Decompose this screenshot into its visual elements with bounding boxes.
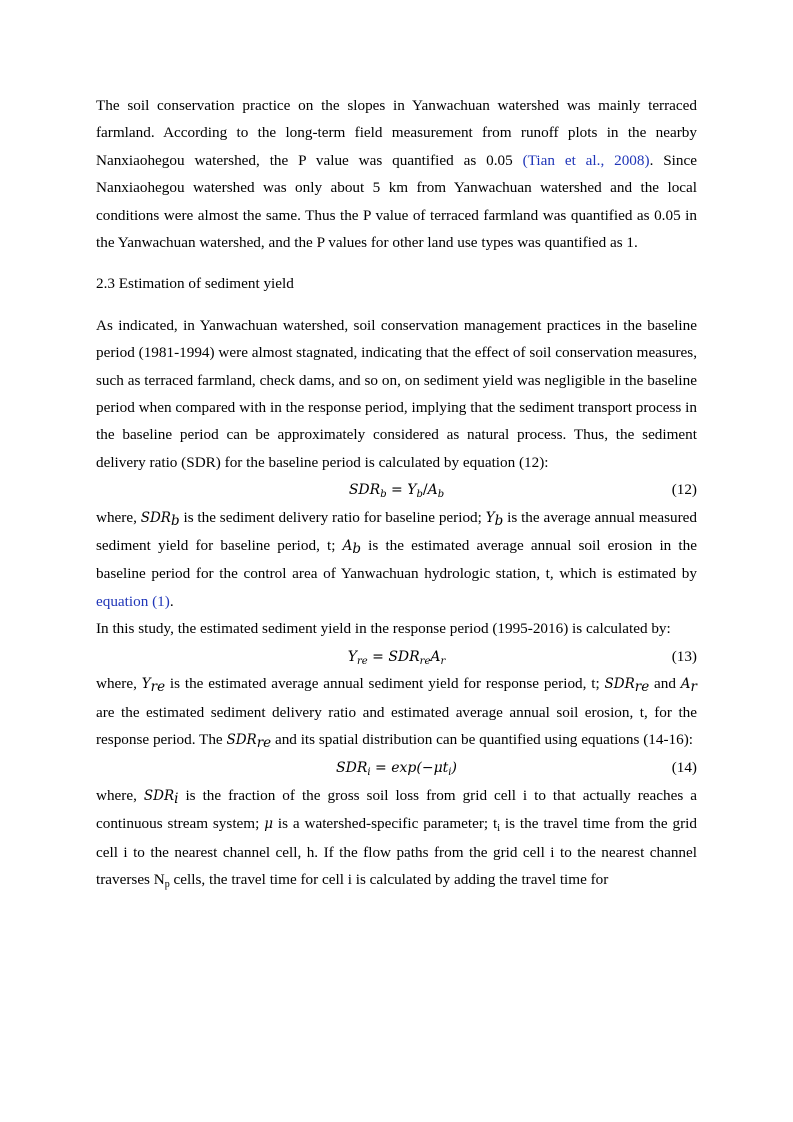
eq-symbol: exp(−μt bbox=[391, 760, 449, 777]
section-heading: 2.3 Estimation of sediment yield bbox=[96, 275, 294, 293]
paragraph-text: where, bbox=[96, 675, 142, 693]
paragraph-text: is the estimated average annual soil erosion in the baseline period for the control area of Yanwachuan hydrologic station, t, which is estimated by bbox=[96, 537, 697, 583]
inline-math-subscript: re bbox=[150, 679, 166, 696]
paragraph-text: and its spatial distribution can be quantified using equations (14-16): bbox=[271, 730, 693, 748]
inline-math-subscript: b bbox=[352, 541, 362, 558]
paragraph-p-value bbox=[96, 92, 697, 256]
eq-symbol: Y bbox=[347, 648, 357, 665]
inline-math-subscript: re bbox=[634, 679, 650, 696]
paragraph-text: . Since Nanxiaohegou watershed was only about 5 km from Yanwachuan watershed and the local conditions were almost the same. Thus the P value of terraced farmland was quantified as 0.05 in the Yanwachuan watershed, and the P values for other land use types was quantified as 1. bbox=[96, 151, 697, 252]
paragraph-response-intro: In this study, the estimated sediment yield in the response period (1995-2016) is calculated by: bbox=[96, 620, 671, 638]
paragraph-text: is the sediment delivery ratio for baseline period; bbox=[179, 508, 486, 526]
eq-subscript: re bbox=[356, 655, 368, 667]
equation-12-formula bbox=[348, 482, 445, 501]
paragraph-text: are the estimated sediment delivery ratio and estimated average annual soil erosion, t, for the response period. The bbox=[96, 703, 697, 748]
inline-math-subscript: i bbox=[174, 790, 179, 807]
eq-subscript: r bbox=[440, 655, 446, 667]
paragraph-text: where, bbox=[96, 508, 141, 526]
inline-math: SDR bbox=[140, 509, 171, 526]
inline-math: μ bbox=[264, 816, 273, 833]
inline-math: Y bbox=[485, 509, 495, 526]
equation-number: (12) bbox=[671, 481, 697, 499]
inline-math-subscript: r bbox=[690, 679, 697, 696]
eq-operator: / bbox=[422, 482, 428, 499]
inline-math: SDR bbox=[604, 676, 635, 693]
paragraph-text: The soil conservation practice on the slopes in Yanwachuan watershed was mainly terraced farmland. According to the long-term field measurement from runoff plots in the nearby Nanxiaohegou watershed, the P value was quantified as 0.05 bbox=[96, 97, 697, 169]
paragraph-eq12-where bbox=[96, 504, 697, 616]
paragraph-text: is a watershed-specific parameter; t bbox=[272, 815, 498, 833]
equation-13-formula bbox=[348, 649, 446, 665]
eq-subscript: b bbox=[416, 489, 423, 501]
eq-symbol: A bbox=[427, 482, 438, 499]
inline-subscript: i bbox=[497, 823, 501, 835]
equation-number: (13) bbox=[671, 647, 697, 665]
inline-subscript: p bbox=[164, 878, 170, 890]
paragraph-text: is the fraction of the gross soil loss from grid cell i to that actually reaches a continuous stream system; bbox=[96, 786, 697, 833]
equation-14-formula bbox=[336, 760, 457, 779]
paragraph-eq14-where bbox=[96, 782, 697, 894]
inline-math: A bbox=[680, 676, 691, 693]
eq-subscript: re bbox=[419, 655, 431, 667]
equation-14 bbox=[96, 754, 697, 781]
inline-math: SDR bbox=[143, 787, 175, 804]
paragraph-text: is the average annual measured sediment yield for baseline period, t; bbox=[96, 508, 697, 555]
equation-link-1[interactable]: equation (1) bbox=[96, 592, 170, 610]
equation-12 bbox=[96, 476, 697, 503]
eq-symbol: SDR bbox=[336, 760, 368, 777]
paragraph-text: . bbox=[169, 592, 174, 610]
equation-number: (14) bbox=[671, 759, 697, 777]
inline-math: A bbox=[342, 538, 353, 555]
eq-symbol: SDR bbox=[348, 482, 381, 499]
paragraph-eq13-where bbox=[96, 670, 697, 754]
eq-operator: = bbox=[386, 482, 408, 499]
eq-subscript: b bbox=[380, 489, 387, 501]
document-page bbox=[96, 92, 697, 893]
eq-symbol: A bbox=[430, 648, 441, 665]
eq-symbol: Y bbox=[407, 482, 417, 499]
paragraph-text: is the estimated average annual sediment yield for response period, t; bbox=[165, 675, 605, 693]
paragraph-text: and bbox=[649, 675, 681, 693]
paragraph-text: cells, the travel time for cell i is calculated by adding the travel time for bbox=[169, 870, 609, 888]
eq-symbol: ) bbox=[451, 760, 457, 777]
eq-symbol: SDR bbox=[388, 648, 420, 665]
eq-operator: = bbox=[367, 648, 389, 665]
paragraph-text: is the travel time from the grid cell i to the nearest channel cell, h. If the flow paths from the grid cell i to the nearest channel traverses N bbox=[96, 815, 697, 888]
inline-math: SDR bbox=[226, 731, 257, 748]
eq-subscript: i bbox=[367, 767, 371, 779]
paragraph-text: where, bbox=[96, 786, 144, 804]
eq-subscript: b bbox=[437, 489, 445, 501]
equation-13 bbox=[96, 643, 697, 670]
eq-operator: = bbox=[370, 760, 392, 777]
inline-math-subscript: b bbox=[170, 512, 180, 529]
inline-math-subscript: b bbox=[494, 512, 504, 529]
paragraph-baseline-sdr: As indicated, in Yanwachuan watershed, soil conservation management practices in the baseline period (1981-1994) were almost stagnated, indicating that the effect of soil conservation measures, such as terraced farmland, check dams, and so on, on sediment yield was negligible in the baseline period when compared with in the response period, implying that the sediment transport process in the baseline period can be approximately considered as natural process. Thus, the sediment delivery ratio (SDR) for the baseline period is calculated by equation (12): bbox=[96, 316, 697, 471]
eq-subscript: i bbox=[448, 767, 452, 779]
inline-math-subscript: re bbox=[256, 734, 272, 751]
inline-math: Y bbox=[141, 676, 151, 693]
citation-link-tian-2008[interactable]: (Tian et al., 2008) bbox=[522, 151, 650, 169]
